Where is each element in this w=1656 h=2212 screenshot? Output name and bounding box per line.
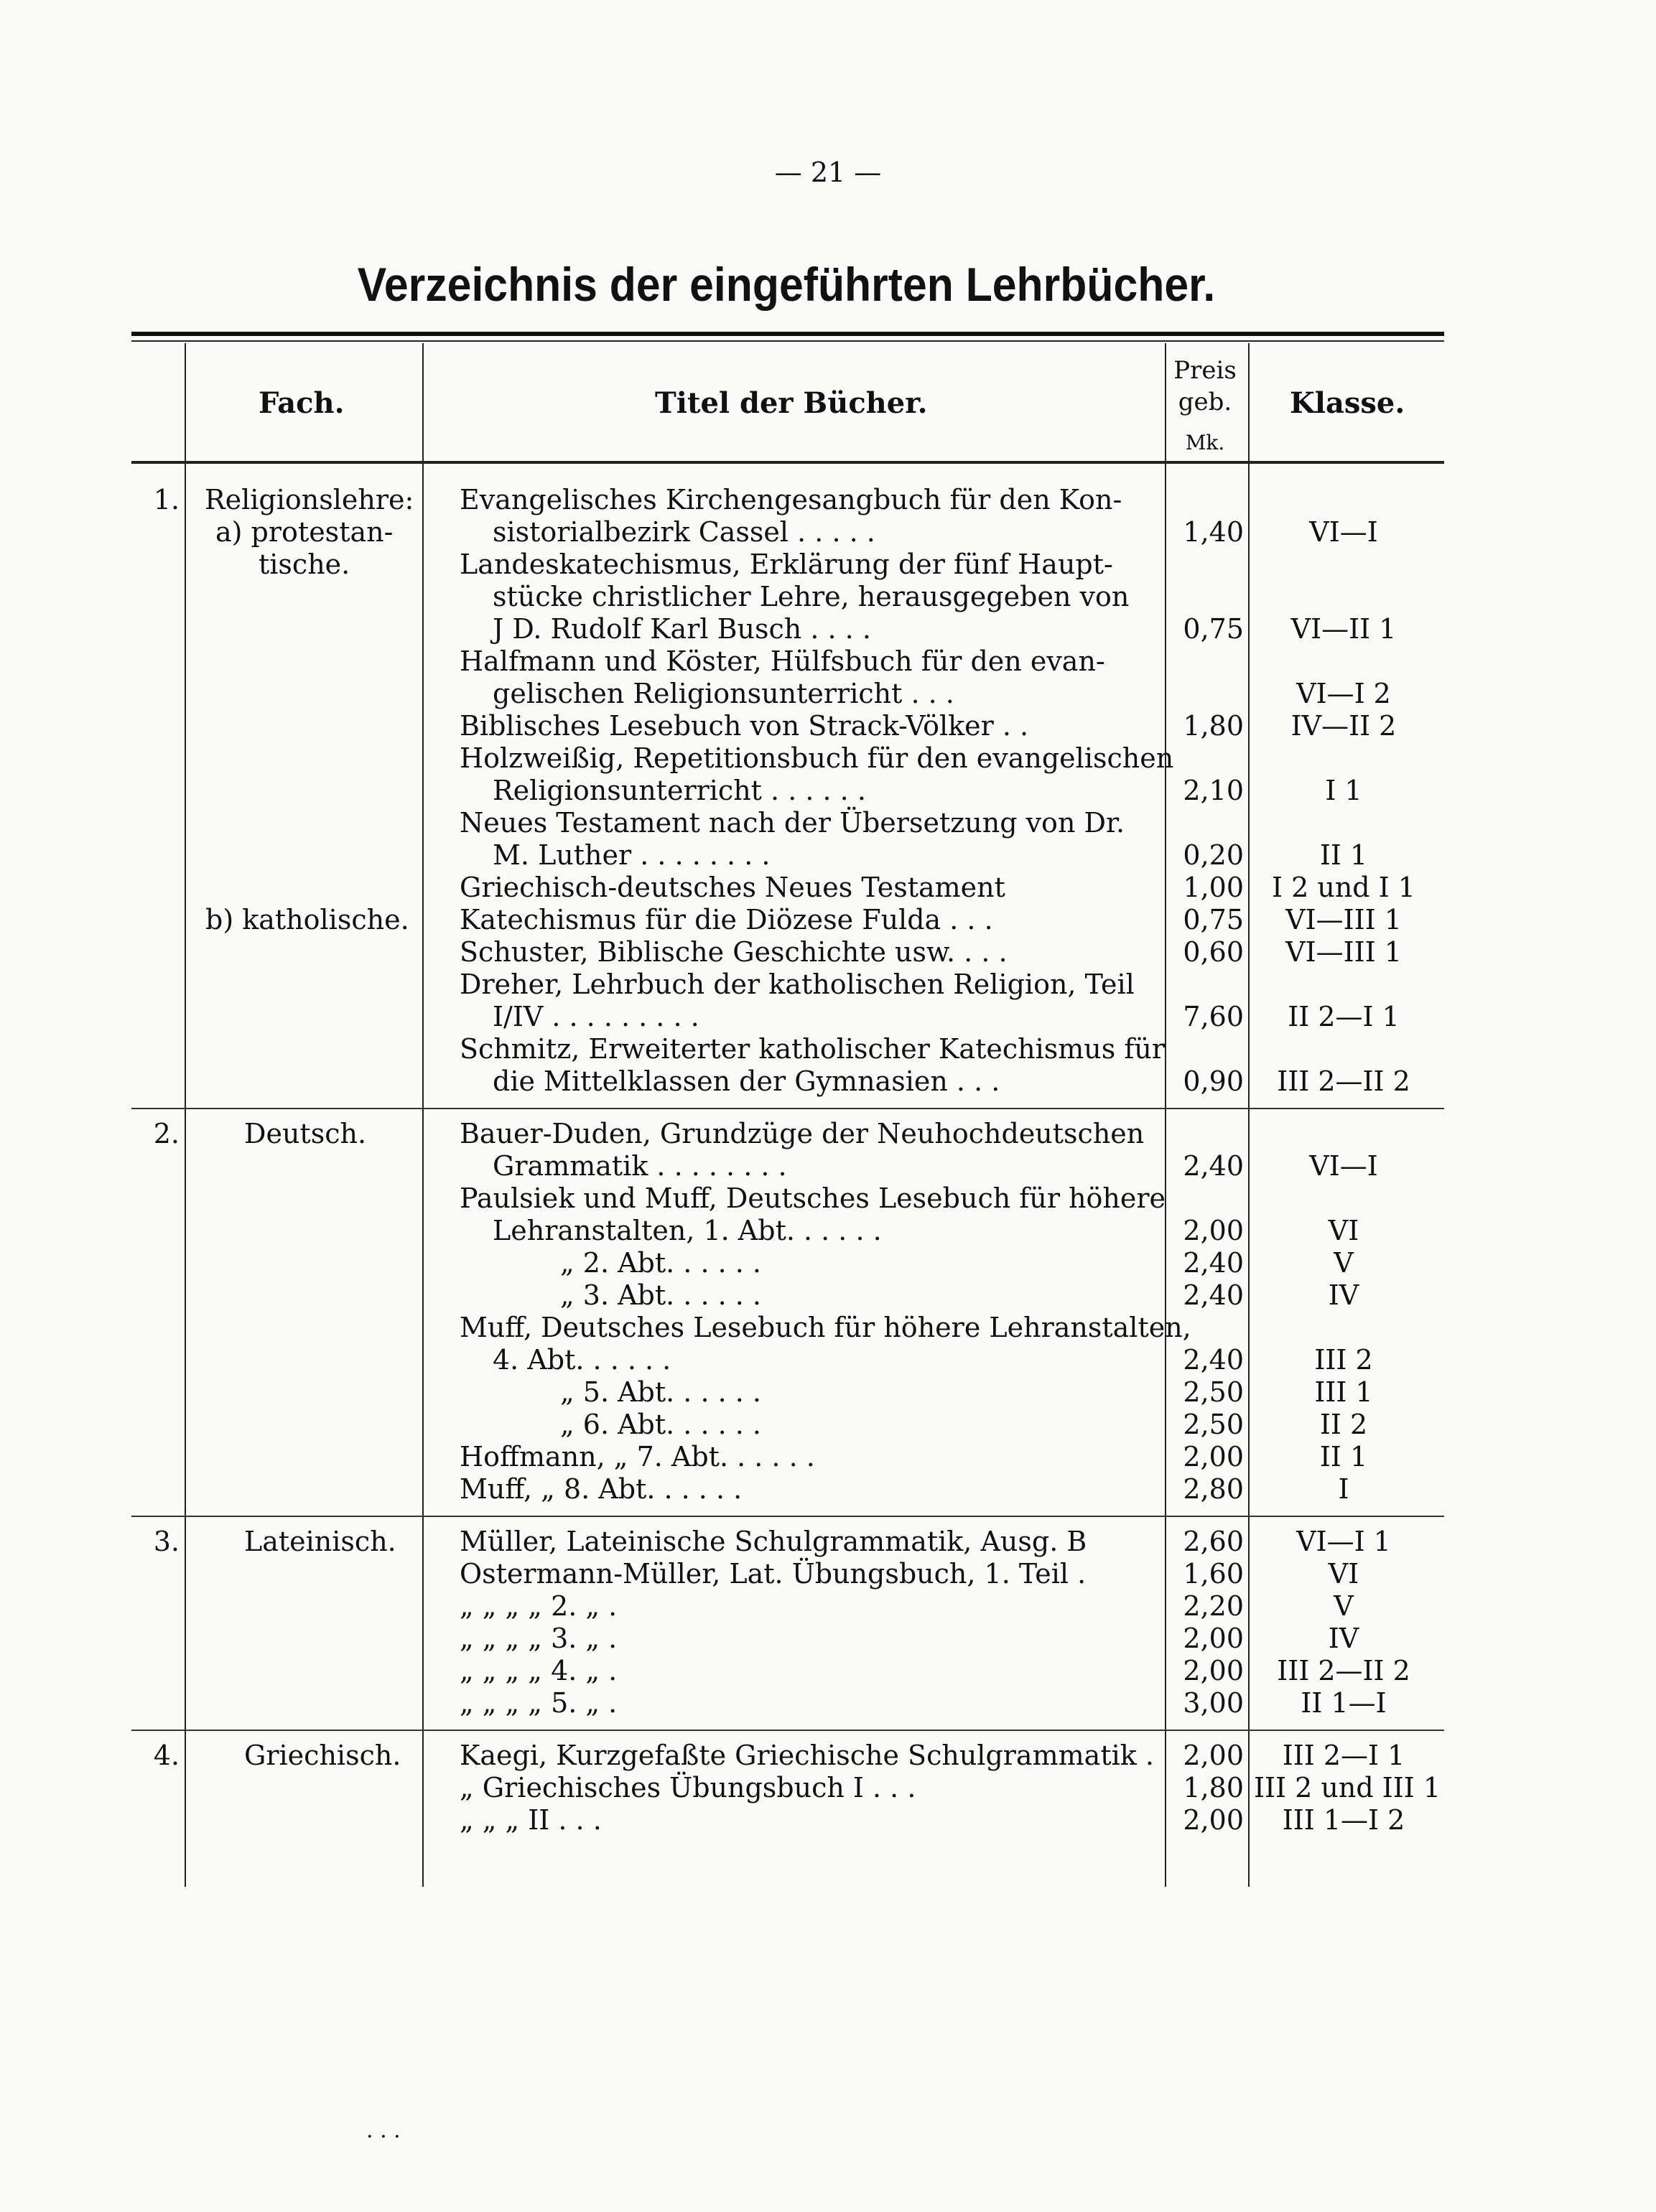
- book-klasse: II 2: [1319, 1409, 1368, 1440]
- book-title-line: M. Luther . . . . . . . .: [493, 839, 771, 871]
- book-price: 1,80: [1183, 1772, 1244, 1803]
- book-klasse: VI—II 1: [1290, 613, 1397, 645]
- book-klasse: II 1: [1319, 1441, 1368, 1473]
- book-price: 3,00: [1183, 1687, 1244, 1719]
- book-price: 2,10: [1183, 775, 1244, 806]
- book-price: 2,00: [1183, 1804, 1244, 1836]
- book-klasse: VI—I 1: [1296, 1526, 1391, 1557]
- book-title-line: „ 3. Abt. . . . . .: [560, 1279, 762, 1311]
- book-price: 7,60: [1183, 1001, 1244, 1032]
- book-title-line: Paulsiek und Muff, Deutsches Lesebuch für höhere: [460, 1182, 1166, 1214]
- book-title-line: Lehranstalten, 1. Abt. . . . . .: [493, 1215, 882, 1246]
- book-price: 1,40: [1183, 516, 1244, 548]
- book-title-line: Neues Testament nach der Übersetzung von Dr.: [460, 807, 1125, 839]
- book-title-line: Biblisches Lesebuch von Strack-Völker . .: [460, 710, 1029, 742]
- book-klasse: VI—I 2: [1296, 678, 1391, 709]
- book-price: 2,00: [1183, 1740, 1244, 1771]
- book-klasse: II 1—I: [1301, 1687, 1387, 1719]
- book-price: 2,40: [1183, 1150, 1244, 1182]
- book-klasse: II 2—I 1: [1288, 1001, 1400, 1032]
- section-separator: [131, 1730, 1444, 1731]
- book-price: 0,20: [1183, 839, 1244, 871]
- book-title-line: „ „ „ II . . .: [460, 1804, 602, 1836]
- book-klasse: III 2: [1314, 1344, 1373, 1376]
- subject-label: Deutsch.: [244, 1118, 367, 1149]
- book-title-line: Muff, „ 8. Abt. . . . . .: [460, 1473, 743, 1505]
- book-price: 0,60: [1183, 936, 1244, 968]
- book-price: 2,00: [1183, 1655, 1244, 1686]
- section-number: 1.: [153, 484, 180, 515]
- subject-label: Griechisch.: [244, 1740, 401, 1771]
- section-number: 4.: [153, 1740, 180, 1771]
- book-title-line: 4. Abt. . . . . .: [493, 1344, 671, 1376]
- book-title-line: „ 2. Abt. . . . . .: [560, 1247, 762, 1279]
- book-price: 1,80: [1183, 710, 1244, 742]
- book-title-line: Hoffmann, „ 7. Abt. . . . . .: [460, 1441, 815, 1473]
- book-title-line: Kaegi, Kurzgefaßte Griechische Schulgrammatik .: [460, 1740, 1154, 1771]
- book-klasse: III 2—II 2: [1277, 1655, 1410, 1686]
- book-price: 0,75: [1183, 613, 1244, 645]
- book-klasse: III 1: [1314, 1376, 1373, 1408]
- book-klasse: V: [1334, 1590, 1354, 1622]
- book-klasse: I 2 und I 1: [1272, 872, 1415, 903]
- book-title-line: „ Griechisches Übungsbuch I . . .: [460, 1772, 916, 1803]
- book-klasse: IV—II 2: [1290, 710, 1397, 742]
- book-price: 0,75: [1183, 904, 1244, 935]
- header-fach: Fach.: [259, 386, 345, 420]
- header-preis-2: geb.: [1178, 388, 1232, 416]
- book-title-line: „ 6. Abt. . . . . .: [560, 1409, 762, 1440]
- book-title-line: „ 5. Abt. . . . . .: [560, 1376, 762, 1408]
- book-klasse: IV: [1328, 1623, 1359, 1654]
- book-title-line: Müller, Lateinische Schulgrammatik, Ausg. B: [460, 1526, 1087, 1557]
- header-titel: Titel der Bücher.: [655, 386, 928, 420]
- header-klasse: Klasse.: [1290, 386, 1405, 420]
- section-number: 3.: [153, 1526, 180, 1557]
- book-klasse: VI—III 1: [1285, 904, 1402, 935]
- book-klasse: VI—I: [1309, 1150, 1378, 1182]
- book-title-line: Holzweißig, Repetitionsbuch für den evangelischen: [460, 742, 1174, 774]
- section-number: 2.: [153, 1118, 180, 1149]
- book-title-line: Religionsunterricht . . . . . .: [493, 775, 866, 806]
- book-klasse: VI—I: [1309, 516, 1378, 548]
- book-title-line: die Mittelklassen der Gymnasien . . .: [493, 1065, 1000, 1097]
- book-title-line: sistorialbezirk Cassel . . . . .: [493, 516, 875, 548]
- book-title-line: Landeskatechismus, Erklärung der fünf Haupt-: [460, 549, 1113, 580]
- book-price: 2,00: [1183, 1441, 1244, 1473]
- book-klasse: III 2 und III 1: [1254, 1772, 1441, 1803]
- book-klasse: III 2—II 2: [1277, 1065, 1410, 1097]
- book-title-line: „ „ „ „ 3. „ .: [460, 1623, 618, 1654]
- book-klasse: V: [1334, 1247, 1354, 1279]
- book-title-line: Schmitz, Erweiterter katholischer Katechismus für: [460, 1033, 1166, 1065]
- book-klasse: I: [1338, 1473, 1349, 1505]
- book-title-line: „ „ „ „ 2. „ .: [460, 1590, 618, 1622]
- book-title-line: Evangelisches Kirchengesangbuch für den Kon-: [460, 484, 1122, 515]
- subject-label: tische.: [259, 549, 350, 580]
- header-preis-1: Preis: [1173, 356, 1237, 385]
- book-klasse: VI: [1328, 1215, 1359, 1246]
- book-price: 2,20: [1183, 1590, 1244, 1622]
- book-price: 2,60: [1183, 1526, 1244, 1557]
- book-klasse: III 1—I 2: [1282, 1804, 1405, 1836]
- book-price: 2,00: [1183, 1623, 1244, 1654]
- footer-mark: . . .: [366, 2118, 401, 2143]
- page-number: — 21 —: [774, 157, 882, 188]
- book-klasse: II 1: [1319, 839, 1368, 871]
- book-title-line: Bauer-Duden, Grundzüge der Neuhochdeutschen: [460, 1118, 1145, 1149]
- book-title-line: Grammatik . . . . . . . .: [493, 1150, 787, 1182]
- book-title-line: Katechismus für die Diözese Fulda . . .: [460, 904, 993, 935]
- book-title-line: Dreher, Lehrbuch der katholischen Religion, Teil: [460, 969, 1135, 1000]
- subject-label: Religionslehre:: [205, 484, 414, 515]
- book-title-line: „ „ „ „ 5. „ .: [460, 1687, 618, 1719]
- book-price: 2,50: [1183, 1409, 1244, 1440]
- section-separator: [131, 1516, 1444, 1517]
- book-title-line: gelischen Religionsunterricht . . .: [493, 678, 954, 709]
- page-title: Verzeichnis der eingeführten Lehrbücher.: [357, 258, 1216, 311]
- subject-label: a) protestan-: [215, 516, 394, 548]
- book-klasse: VI—III 1: [1285, 936, 1402, 968]
- book-price: 2,00: [1183, 1215, 1244, 1246]
- book-title-line: J D. Rudolf Karl Busch . . . .: [493, 613, 871, 645]
- header-preis-3: Mk.: [1185, 431, 1225, 454]
- book-title-line: Griechisch-deutsches Neues Testament: [460, 872, 1005, 903]
- book-title-line: stücke christlicher Lehre, herausgegeben von: [493, 581, 1130, 612]
- book-title-line: I/IV . . . . . . . . .: [493, 1001, 699, 1032]
- book-klasse: IV: [1328, 1279, 1359, 1311]
- book-price: 1,60: [1183, 1558, 1244, 1590]
- section-separator: [131, 1108, 1444, 1109]
- book-price: 0,90: [1183, 1065, 1244, 1097]
- book-price: 2,40: [1183, 1247, 1244, 1279]
- book-title-line: Muff, Deutsches Lesebuch für höhere Lehranstalten,: [460, 1312, 1191, 1343]
- book-price: 2,40: [1183, 1344, 1244, 1376]
- book-price: 1,00: [1183, 872, 1244, 903]
- book-title-line: „ „ „ „ 4. „ .: [460, 1655, 618, 1686]
- subject-label: Lateinisch.: [244, 1526, 396, 1557]
- subject-label: b) katholische.: [205, 904, 409, 935]
- book-klasse: III 2—I 1: [1282, 1740, 1405, 1771]
- book-price: 2,40: [1183, 1279, 1244, 1311]
- book-title-line: Ostermann-Müller, Lat. Übungsbuch, 1. Teil .: [460, 1558, 1087, 1590]
- book-price: 2,80: [1183, 1473, 1244, 1505]
- book-klasse: I 1: [1325, 775, 1362, 806]
- book-title-line: Schuster, Biblische Geschichte usw. . . .: [460, 936, 1008, 968]
- book-klasse: VI: [1328, 1558, 1359, 1590]
- book-title-line: Halfmann und Köster, Hülfsbuch für den evan-: [460, 645, 1105, 677]
- book-price: 2,50: [1183, 1376, 1244, 1408]
